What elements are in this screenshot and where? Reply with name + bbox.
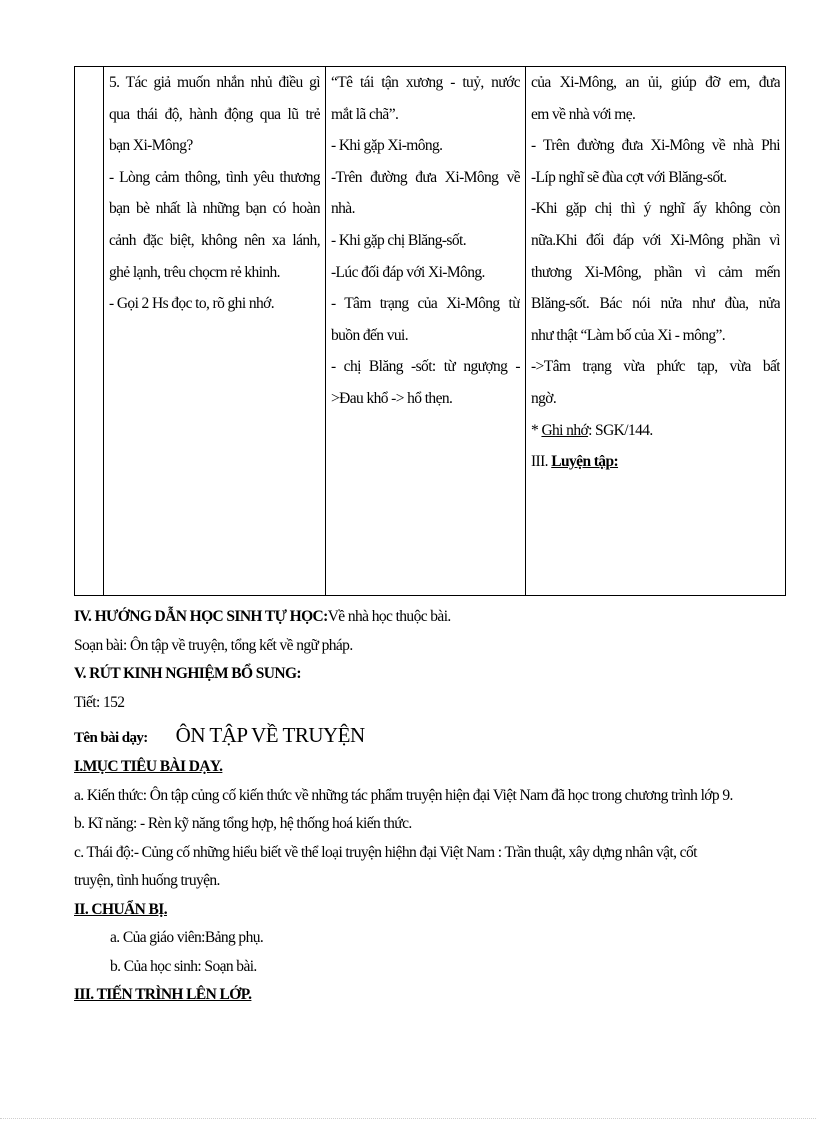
text-line: cảnh đặc biệt, không nên xa lánh, bbox=[109, 231, 320, 249]
lesson-title-label: Tên bài dạy: bbox=[74, 730, 148, 746]
text-line: bạn Xi-Mông? bbox=[109, 137, 193, 155]
section-5-heading: V. RÚT KINH NGHIỆM BỔ SUNG: bbox=[74, 665, 301, 682]
document-body bbox=[74, 603, 794, 1010]
page-bottom-divider bbox=[0, 1118, 816, 1119]
text-line: - chị Blăng -sốt: từ ngượng - bbox=[331, 358, 520, 376]
text-line: ngờ. bbox=[531, 389, 557, 407]
section-4-heading: IV. HƯỚNG DẪN HỌC SINH TỰ HỌC: bbox=[74, 608, 328, 625]
text-line: “Tê tái tận xương - tuỷ, nước bbox=[331, 74, 520, 91]
text-line: bạn bè nhất là những bạn có hoàn bbox=[109, 200, 320, 218]
text-line: Blăng-sốt. Bác nói nửa như đùa, nửa bbox=[531, 295, 780, 313]
text-line: buồn đến vui. bbox=[331, 326, 409, 344]
section-4-line2: Soạn bài: Ôn tập về truyện, tổng kết về ngữ pháp. bbox=[74, 636, 353, 654]
objective-attitude-cont: truyện, tình huống truyện. bbox=[74, 872, 220, 889]
table-cell-index bbox=[75, 67, 104, 596]
preparation-teacher: a. Của giáo viên:Bảng phụ. bbox=[110, 929, 264, 946]
text-line: mắt lã chã”. bbox=[331, 105, 399, 123]
ghi-nho-line bbox=[531, 415, 780, 447]
objective-skills: b. Kĩ năng: - Rèn kỹ năng tổng hợp, hệ thống hoá kiến thức. bbox=[74, 815, 412, 832]
objective-attitude: c. Thái độ:- Củng cố những hiểu biết về thể loại truyện hiệhn đại Việt Nam : Trần thuật, xây dựng nhân vật, cốt bbox=[74, 843, 697, 861]
text-line: - Khi gặp Xi-mông. bbox=[331, 137, 443, 155]
ghi-nho-label: Ghi nhớ bbox=[541, 421, 589, 439]
lesson-title-row bbox=[74, 717, 794, 753]
objective-knowledge: a. Kiến thức: Ôn tập củng cố kiến thức về những tác phẩm truyện hiện đại Việt Nam đã học trong chương trình lớp 9. bbox=[74, 786, 733, 804]
text-line: >Đau khổ -> hổ thẹn. bbox=[331, 389, 453, 407]
preparation-student: b. Của học sinh: Soạn bài. bbox=[110, 957, 257, 975]
text-line: 5. Tác giả muốn nhắn nhủ điều gì bbox=[109, 74, 320, 91]
text-line: nhà. bbox=[331, 200, 355, 218]
section-4 bbox=[74, 603, 794, 632]
text-line: em về nhà với mẹ. bbox=[531, 105, 636, 123]
lesson-table bbox=[74, 66, 786, 596]
text-line: - Gọi 2 Hs đọc to, rõ ghi nhớ. bbox=[109, 295, 274, 313]
text-line: ghẻ lạnh, trêu chọcm rẻ khinh. bbox=[109, 263, 280, 281]
text-line: qua thái độ, hành động qua lũ trẻ bbox=[109, 105, 320, 123]
lesson-number: Tiết: 152 bbox=[74, 693, 125, 711]
text-line: - Lòng cảm thông, tình yêu thương bbox=[109, 168, 320, 186]
luyen-tap-line bbox=[531, 446, 780, 478]
text-line: -Líp nghĩ sẽ đùa cợt với Blăng-sốt. bbox=[531, 168, 727, 186]
table-cell-student-activity bbox=[326, 67, 526, 596]
text-line: -Khi gặp chị thì ý nghĩ ấy không còn bbox=[531, 200, 780, 218]
text-line: nữa.Khi đối đáp với Xi-Mông phần vì bbox=[531, 231, 780, 249]
text-line: - Trên đường đưa Xi-Mông về nhà Phi bbox=[531, 137, 780, 155]
luyen-tap-heading: Luyện tập: bbox=[551, 453, 619, 471]
bullet: * bbox=[531, 421, 542, 439]
lesson-title: ÔN TẬP VỀ TRUYỆN bbox=[175, 723, 365, 747]
procedure-heading: III. TIẾN TRÌNH LÊN LỚP. bbox=[74, 986, 252, 1003]
table-cell-content bbox=[526, 67, 786, 596]
preparation-heading: II. CHUẨN BỊ. bbox=[74, 900, 167, 918]
text-line: -Lúc đối đáp với Xi-Mông. bbox=[331, 263, 485, 281]
text-line: như thật “Làm bố của Xi - mông”. bbox=[531, 326, 726, 344]
text-line: -Trên đường đưa Xi-Mông về bbox=[331, 168, 520, 186]
objectives-heading: I.MỤC TIÊU BÀI DẠY. bbox=[74, 758, 223, 775]
section-number: III. bbox=[531, 453, 552, 471]
text-line: - Tâm trạng của Xi-Mông từ bbox=[331, 295, 520, 313]
text-line: ->Tâm trạng vừa phức tạp, vừa bất bbox=[531, 358, 780, 376]
table-row bbox=[75, 67, 786, 596]
table-cell-teacher-activity bbox=[104, 67, 326, 596]
section-4-text: Về nhà học thuộc bài. bbox=[327, 608, 451, 625]
text-line: của Xi-Mông, an ủi, giúp đỡ em, đưa bbox=[531, 74, 780, 91]
text-line: thương Xi-Mông, phần vì cảm mến bbox=[531, 263, 780, 281]
ghi-nho-ref: : SGK/144. bbox=[588, 421, 653, 439]
text-line: - Khi gặp chị Blăng-sốt. bbox=[331, 231, 466, 249]
